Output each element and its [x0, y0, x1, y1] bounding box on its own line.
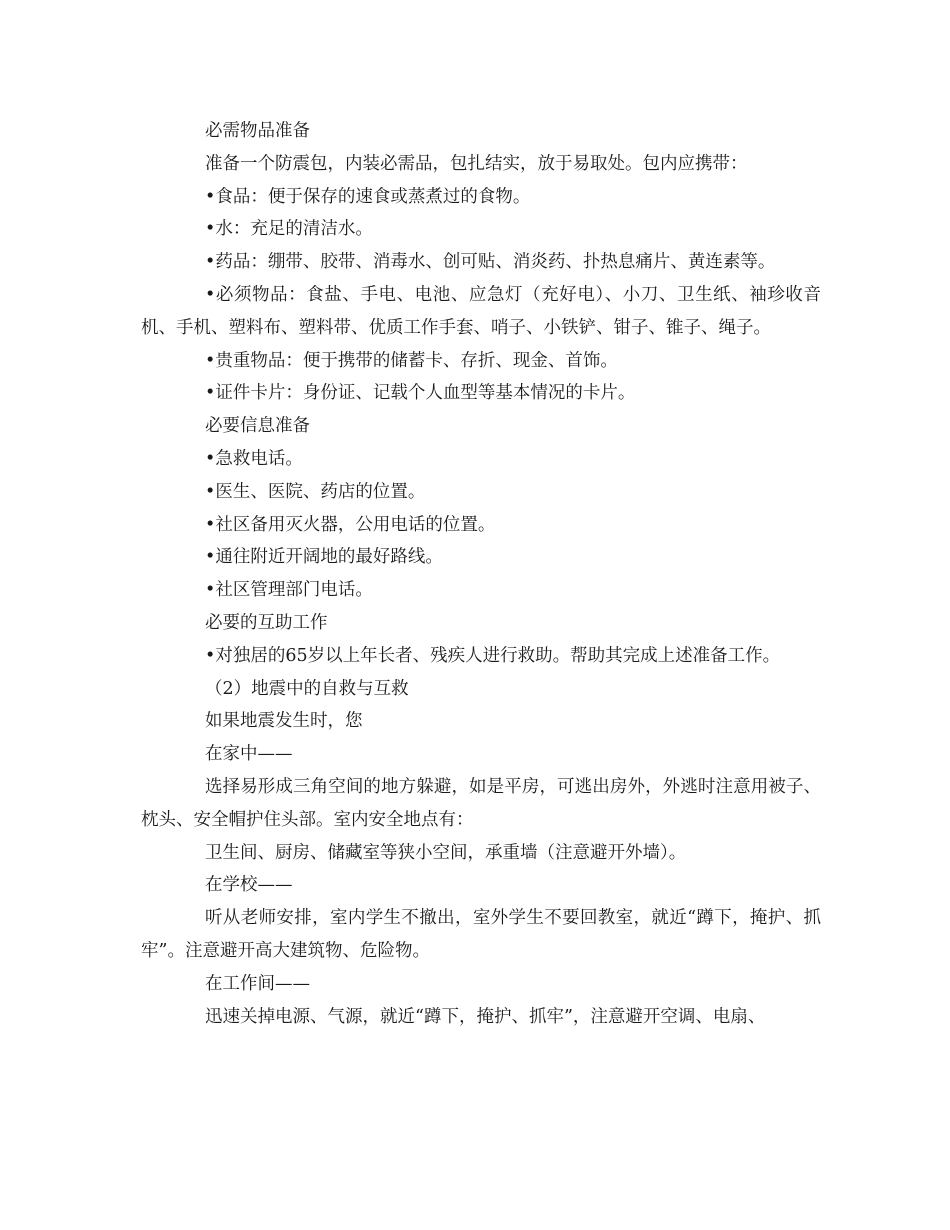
heading-info-prep: 必要信息准备 — [205, 416, 310, 437]
list-item-elderly-aid: •对独居的65岁以上年长者、残疾人进行救助。帮助其完成上述准备工作。 — [205, 645, 781, 666]
list-item-water: •水：充足的清洁水。 — [205, 219, 373, 240]
document-body — [141, 115, 821, 1033]
subheading-at-home: 在家中—— — [205, 744, 293, 765]
list-item-medicine: •药品：绷带、胶带、消毒水、创可贴、消炎药、扑热息痛片、黄连素等。 — [205, 252, 776, 273]
subheading-at-work: 在工作间—— — [205, 973, 310, 994]
list-item-id-cards: •证件卡片：身份证、记载个人血型等基本情况的卡片。 — [205, 383, 636, 404]
paragraph-kit-intro: 准备一个防震包，内装必需品，包扎结实，放于易取处。包内应携带： — [205, 153, 748, 174]
heading-mutual-aid: 必要的互助工作 — [205, 612, 328, 633]
subheading-at-school: 在学校—— — [205, 875, 293, 896]
section-heading-during-quake: （2）地震中的自救与互救 — [205, 678, 409, 699]
list-item-valuables: •贵重物品：便于携带的储蓄卡、存折、现金、首饰。 — [205, 350, 618, 371]
list-item-necessities: •必须物品：食盐、手电、电池、应急灯（充好电）、小刀、卫生纸、袖珍收音机、手机、塑料布、塑料带、优质工作手套、哨子、小铁铲、钳子、锥子、绳子。 — [141, 284, 821, 338]
list-item-food: •食品：便于保存的速食或蒸煮过的食物。 — [205, 186, 531, 207]
paragraph-home-shelter: 选择易形成三角空间的地方躲避，如是平房，可逃出房外，外逃时注意用被子、枕头、安全帽护住头部。室内安全地点有： — [141, 776, 821, 830]
list-item-route: •通往附近开阔地的最好路线。 — [205, 547, 443, 568]
paragraph-safe-spots: 卫生间、厨房、储藏室等狭小空间，承重墙（注意避开外墙）。 — [205, 842, 687, 863]
list-item-extinguisher: •社区备用灭火器，公用电话的位置。 — [205, 514, 496, 535]
paragraph-school: 听从老师安排，室内学生不撤出，室外学生不要回教室，就近“蹲下，掩护、抓牢”。注意避开高大建筑物、危险物。 — [141, 908, 821, 961]
heading-essentials: 必需物品准备 — [205, 121, 310, 141]
paragraph-work: 迅速关掉电源、气源，就近“蹲下，掩护、抓牢”，注意避开空调、电扇、 — [205, 1006, 766, 1027]
paragraph-if-quake: 如果地震发生时，您 — [205, 711, 363, 732]
list-item-medical-locations: •医生、医院、药店的位置。 — [205, 481, 426, 502]
list-item-emergency-phone: •急救电话。 — [205, 448, 303, 469]
list-item-community-phone: •社区管理部门电话。 — [205, 580, 373, 601]
